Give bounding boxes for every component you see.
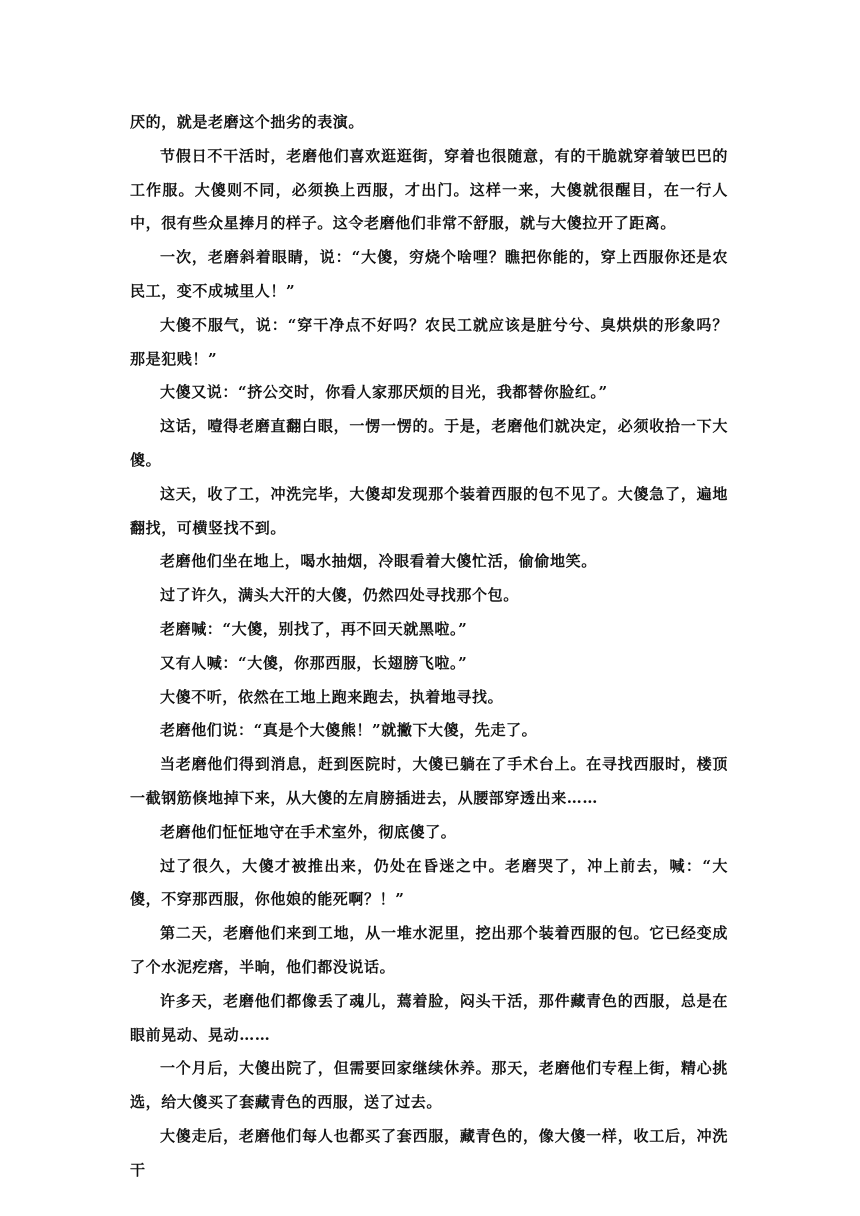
paragraph-laomo-mocks: 一次，老磨斜着眼睛，说：“大傻，穷烧个啥哩？瞧把你能的，穿上西服你还是农民工，变不成城里人！”: [130, 248, 728, 300]
paragraph-lost-soul: 许多天，老磨他们都像丢了魂儿，蔫着脸，闷头干活，那件藏青色的西服，总是在眼前晃动、晃动……: [130, 991, 728, 1044]
paragraph-still-searching: 过了许久，满头大汗的大傻，仍然四处寻找那个包。: [160, 586, 519, 605]
paragraph-laomo-calls: 老磨喊：“大傻，别找了，再不回天就黑啦。”: [160, 619, 468, 638]
paragraph-dasha-retort: 大傻不服气，说：“穿干净点不好吗？农民工就应该是脏兮兮、臭烘烘的形象吗？那是犯贱！”: [130, 315, 728, 368]
paragraph-dasha-bus: 大傻又说：“挤公交时，你看人家那厌烦的目光，我都替你脸红。”: [160, 383, 608, 402]
paragraph-continued: 厌的，就是老磨这个拙劣的表演。: [130, 113, 365, 131]
paragraph-leave: 老磨他们说：“真是个大傻熊！”就撇下大傻，先走了。: [160, 721, 538, 740]
paragraph-everyone-suits: 大傻走后，老磨他们每人也都买了套西服，藏青色的，像大傻一样，收工后，冲洗干: [130, 1126, 728, 1179]
paragraph-bag-missing: 这天，收了工，冲洗完毕，大傻却发现那个装着西服的包不见了。大傻急了，遍地翻找，可横竖找不到。: [130, 484, 728, 537]
story-text: [130, 106, 728, 1188]
paragraph-decide: 这话，噎得老磨直翻白眼，一愣一愣的。于是，老磨他们就决定，必须收拾一下大傻。: [130, 417, 728, 469]
paragraph-dasha-persists: 大傻不听，依然在工地上跑来跑去，执着地寻找。: [160, 687, 504, 706]
paragraph-hospital: 当老磨他们得到消息，赶到医院时，大傻已躺在了手术台上。在寻找西服时，楼顶一截钢筋倏地掉下来，从大傻的左肩膀插进去，从腰部穿透出来……: [130, 755, 728, 807]
paragraph-cement-bag: 第二天，老磨他们来到工地，从一堆水泥里，挖出那个装着西服的包。它已经变成了个水泥疙瘩，半晌，他们都没说话。: [130, 924, 728, 976]
paragraph-stunned: 老磨他们怔怔地守在手术室外，彻底傻了。: [160, 822, 457, 841]
paragraph-laomo-cries: 过了很久，大傻才被推出来，仍处在昏迷之中。老磨哭了，冲上前去，喊：“大傻，不穿那西服，你他娘的能死啊？！”: [130, 856, 728, 909]
paragraph-holiday-dress: 节假日不干活时，老磨他们喜欢逛逛街，穿着也很随意，有的干脆就穿着皱巴巴的工作服。大傻则不同，必须换上西服，才出门。这样一来，大傻就很醒目，在一行人中，很有些众星捧月的样子。这令老磨他们非常不舒服，就与大傻拉开了距离。: [130, 146, 728, 233]
paragraph-someone-calls: 又有人喊：“大傻，你那西服，长翅膀飞啦。”: [160, 653, 468, 672]
paragraph-buy-suit: 一个月后，大傻出院了，但需要回家继续休养。那天，老磨他们专程上街，精心挑选，给大傻买了套藏青色的西服，送了过去。: [130, 1059, 728, 1112]
paragraph-watching: 老磨他们坐在地上，喝水抽烟，冷眼看着大傻忙活，偷偷地笑。: [160, 552, 597, 571]
